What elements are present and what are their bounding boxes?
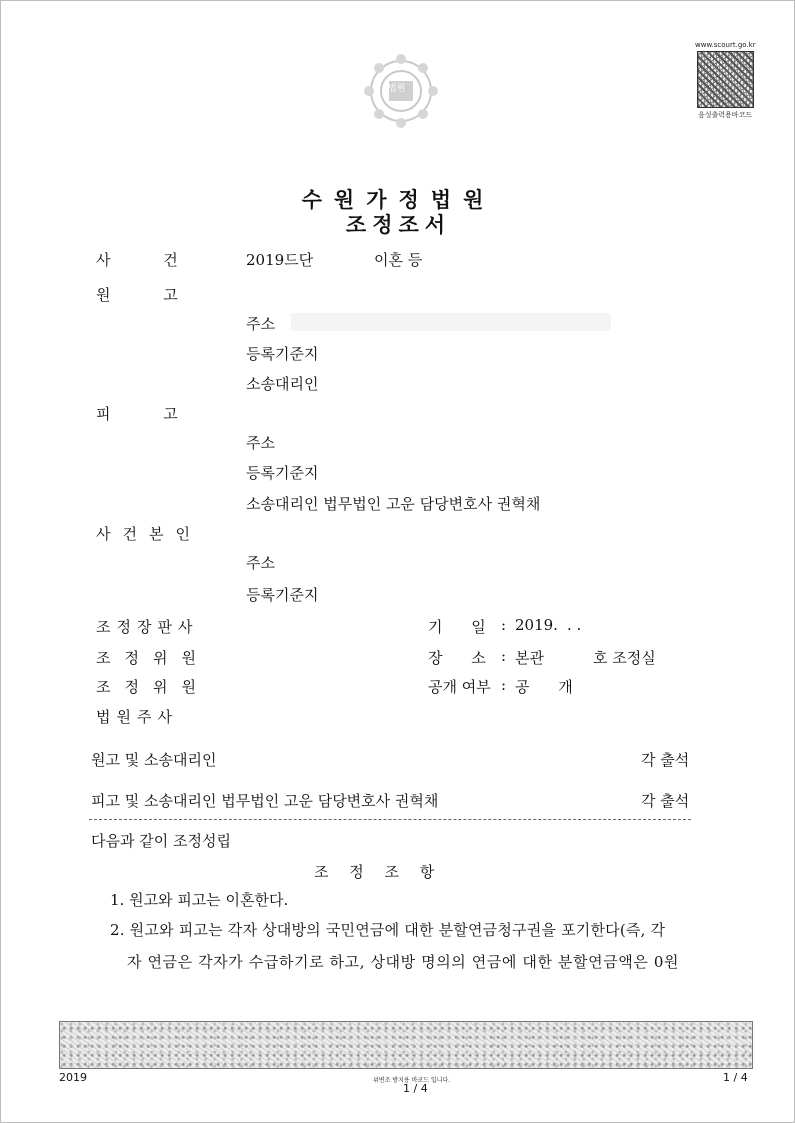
attendance-row2-right: 각 출석 [641, 792, 690, 810]
term-item-2-line1: 2. 원고와 피고는 각자 상대방의 국민연금에 대한 분할연금청구권을 포기한다(즉, 각 [110, 921, 666, 939]
case-number: 2019드단 [246, 251, 314, 269]
plaintiff-attorney-label: 소송대리인 [246, 375, 319, 393]
label-plaintiff: 원 고 [96, 286, 178, 304]
place-label: 장 소 [428, 649, 486, 667]
term-item-2-line2: 자 연금은 각자가 수급하기로 하고, 상대방 명의의 연금에 대한 분할연금액은 0원 [127, 953, 680, 971]
defendant-address-label: 주소 [246, 434, 275, 452]
case-name: 이혼 등 [374, 251, 423, 269]
document-title: 조정조서 [345, 213, 452, 237]
label-defendant: 피 고 [96, 405, 178, 423]
defendant-attorney: 소송대리인 법무법인 고운 담당변호사 권혁채 [246, 495, 541, 513]
colon: : [501, 616, 507, 634]
redaction [291, 313, 611, 331]
plaintiff-address-label: 주소 [246, 315, 275, 333]
divider [89, 819, 691, 820]
qr-code-icon [697, 51, 754, 108]
member2-label: 조정위원 [96, 678, 210, 696]
court-title: 수원가정법원 [301, 188, 496, 212]
emblem-text: 법원 [388, 84, 406, 94]
date-value: 2019. [515, 616, 558, 634]
footer-page-right: 1 / 4 [723, 1071, 748, 1084]
plaintiff-registry-label: 등록기준지 [246, 345, 319, 363]
qr-caption: 음성출력용바코드 [698, 111, 753, 119]
anti-forgery-barcode [59, 1021, 753, 1069]
public-value: 공 개 [515, 678, 573, 696]
defendant-registry-label: 등록기준지 [246, 464, 319, 482]
terms-heading: 조 정 조 항 [314, 863, 443, 881]
clerk-label: 법원주사 [96, 708, 178, 726]
label-principal: 사건본인 [96, 525, 202, 543]
date-dots: . . [567, 616, 582, 634]
principal-address-label: 주소 [246, 554, 275, 572]
label-case: 사 건 [96, 251, 178, 269]
judge-label: 조정장판사 [96, 618, 199, 636]
principal-registry-label: 등록기준지 [246, 586, 319, 604]
member1-label: 조정위원 [96, 649, 210, 667]
qr-url: www.scourt.go.kr [695, 41, 756, 49]
colon: : [501, 676, 507, 694]
intro-text: 다음과 같이 조정성립 [91, 832, 231, 850]
place-value: 본관 [515, 649, 544, 667]
footer-page-center: 1 / 4 [403, 1082, 428, 1095]
footer-year: 2019 [59, 1071, 87, 1084]
date-label: 기 일 [428, 618, 486, 636]
attendance-row2-left: 피고 및 소송대리인 법무법인 고운 담당변호사 권혁채 [91, 792, 439, 810]
attendance-row1-right: 각 출석 [641, 751, 690, 769]
footer-notice: 위변조 방지용 바코드 입니다. [373, 1077, 451, 1084]
attendance-row1-left: 원고 및 소송대리인 [91, 751, 217, 769]
term-item-1: 1. 원고와 피고는 이혼한다. [110, 891, 289, 909]
public-label: 공개 여부 [428, 678, 491, 696]
place-suffix: 호 조정실 [593, 649, 656, 667]
colon: : [501, 647, 507, 665]
